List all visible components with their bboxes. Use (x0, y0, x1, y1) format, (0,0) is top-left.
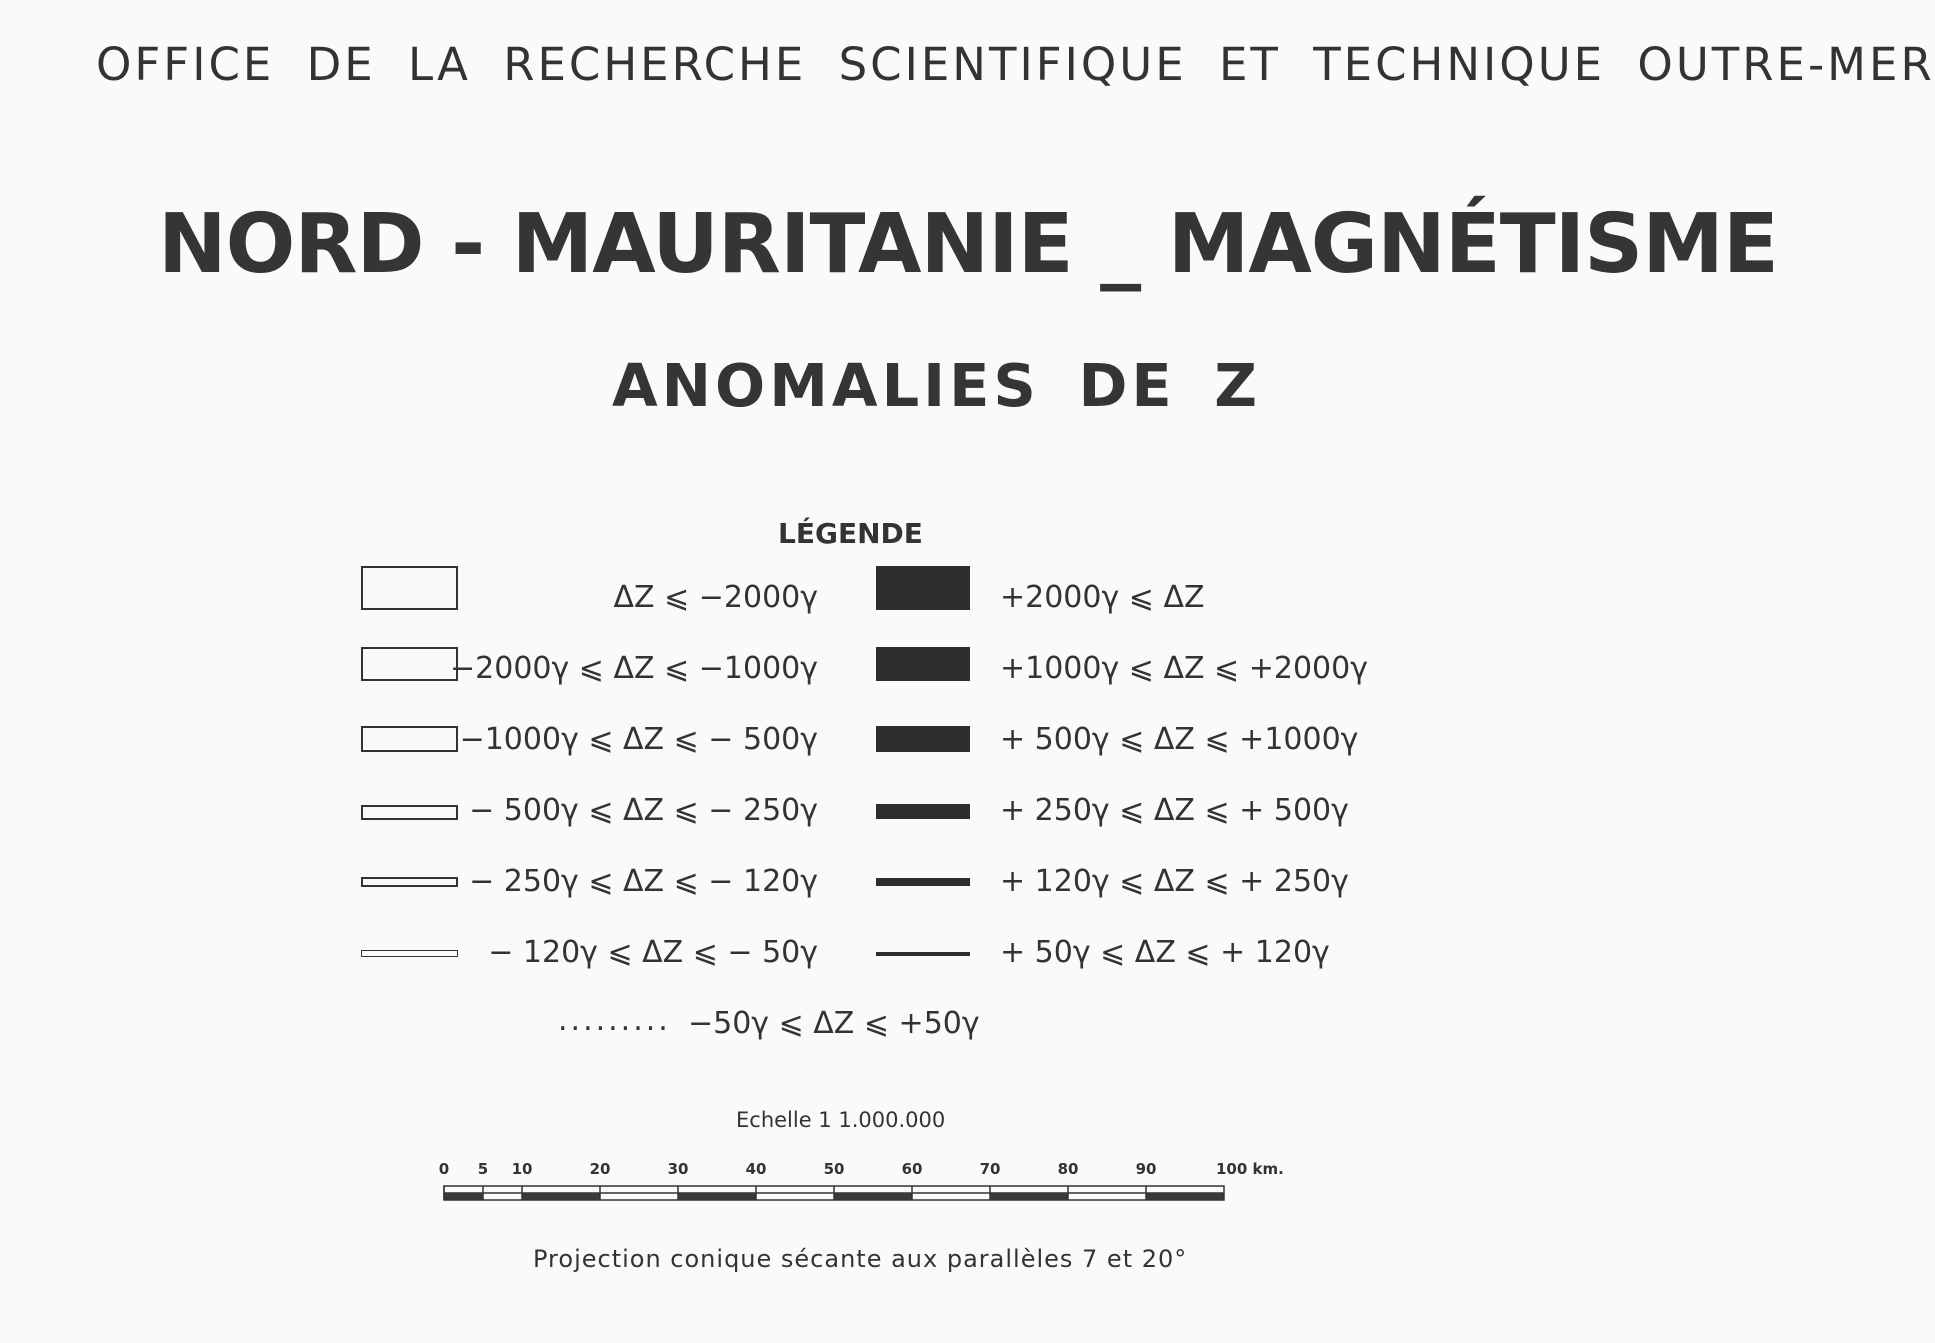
legend-label-negative: − 500γ ⩽ ΔZ ⩽ − 250γ (469, 793, 818, 828)
legend-swatch-positive (876, 804, 970, 819)
scale-segment (678, 1193, 756, 1200)
scale-segment (912, 1186, 990, 1193)
legend-label-negative: − 250γ ⩽ ΔZ ⩽ − 120γ (469, 864, 818, 899)
legend-label-positive: +2000γ ⩽ ΔZ (1000, 580, 1205, 615)
scale-tick-label: 10 (511, 1160, 533, 1178)
legend-swatch-positive (876, 878, 970, 886)
scale-tick-labels (439, 1160, 1284, 1178)
scale-title: Echelle 1 1.000.000 (736, 1108, 946, 1132)
legend-label-neutral: −50γ ⩽ ΔZ ⩽ +50γ (688, 1006, 980, 1041)
legend-swatch-positive (876, 726, 970, 752)
legend-swatch-positive (876, 952, 970, 956)
scale-tick-label: 0 (438, 1160, 450, 1178)
legend-label-positive: +1000γ ⩽ ΔZ ⩽ +2000γ (1000, 651, 1368, 686)
scale-tick-label: 50 (823, 1160, 845, 1178)
scale-tick-label: 20 (589, 1160, 611, 1178)
scale-segment (756, 1186, 834, 1193)
legend-label-positive: + 500γ ⩽ ΔZ ⩽ +1000γ (1000, 722, 1359, 757)
scale-segment (444, 1193, 483, 1200)
scale-segment (600, 1186, 678, 1193)
legend-label-negative: −2000γ ⩽ ΔZ ⩽ −1000γ (450, 651, 818, 686)
scale-segment (1068, 1186, 1146, 1193)
map-title: NORD - MAURITANIE _ MAGNÉTISME (158, 197, 1778, 292)
scale-segment (483, 1186, 522, 1193)
scale-tick-label: 60 (901, 1160, 923, 1178)
scale-segment (1146, 1193, 1224, 1200)
projection-note: Projection conique sécante aux parallèles 7 et 20° (533, 1245, 1188, 1273)
legend-label-negative: − 120γ ⩽ ΔZ ⩽ − 50γ (488, 935, 818, 970)
legend-dotted-symbol: ......... (558, 1003, 671, 1038)
legend-heading: LÉGENDE (778, 517, 923, 550)
legend-label-negative: −1000γ ⩽ ΔZ ⩽ − 500γ (459, 722, 818, 757)
map-subtitle: ANOMALIES DE Z (612, 351, 1262, 420)
scale-segment (834, 1193, 912, 1200)
scale-segment (990, 1193, 1068, 1200)
scale-tick-label: 30 (667, 1160, 689, 1178)
scale-tick-label: 5 (477, 1160, 489, 1178)
legend-label-negative: ΔZ ⩽ −2000γ (613, 580, 818, 615)
legend-swatch-positive (876, 647, 970, 681)
scale-bar-graphic (444, 1186, 1224, 1200)
legend-swatch-positive (876, 566, 970, 610)
scale-tick-label: 100 km. (1216, 1160, 1284, 1178)
scale-tick-label: 40 (745, 1160, 767, 1178)
legend-label-positive: + 120γ ⩽ ΔZ ⩽ + 250γ (1000, 864, 1349, 899)
legend-label-positive: + 50γ ⩽ ΔZ ⩽ + 120γ (1000, 935, 1330, 970)
institution-name: OFFICE DE LA RECHERCHE SCIENTIFIQUE ET TECHNIQUE OUTRE-MER (96, 38, 1935, 91)
scale-tick-label: 80 (1057, 1160, 1079, 1178)
scale-tick-label: 90 (1135, 1160, 1157, 1178)
scale-bar (430, 1160, 1290, 1220)
scale-segment (522, 1193, 600, 1200)
scale-tick-label: 70 (979, 1160, 1001, 1178)
legend-label-positive: + 250γ ⩽ ΔZ ⩽ + 500γ (1000, 793, 1349, 828)
